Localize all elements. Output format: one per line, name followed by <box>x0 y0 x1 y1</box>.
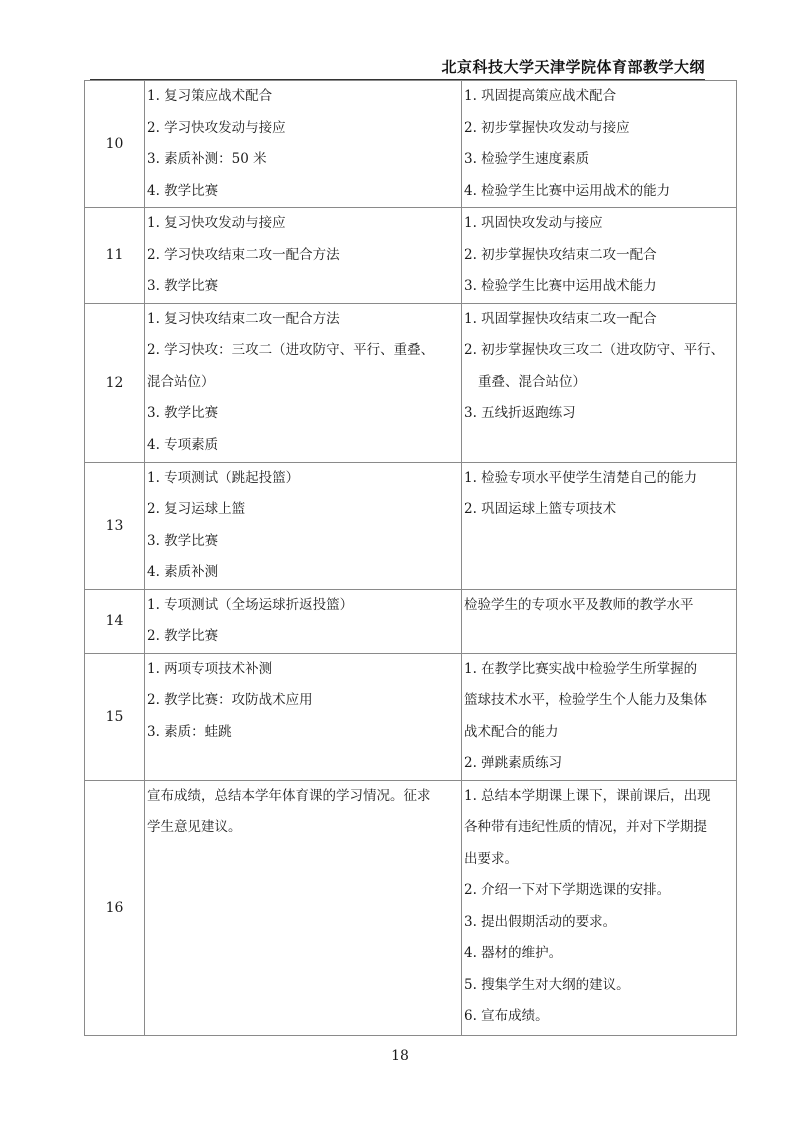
goal-line: 出要求。 <box>464 850 518 867</box>
goal-line: 5. 搜集学生对大纲的建议。 <box>464 976 630 993</box>
goal-line: 各种带有违纪性质的情况，并对下学期提 <box>464 819 707 835</box>
syllabus-table <box>84 80 737 1036</box>
teaching-content-cell <box>145 208 462 304</box>
table-row <box>85 303 737 462</box>
content-line: 3. 教学比赛 <box>147 405 219 421</box>
goal-line: 2. 初步掌握快攻结束二攻一配合 <box>464 246 657 263</box>
week-number: 16 <box>85 780 145 1035</box>
content-line: 宣布成绩，总结本学年体育课的学习情况。征求 <box>147 787 431 804</box>
table-row <box>85 780 737 1035</box>
content-line: 4. 素质补测 <box>147 564 219 580</box>
content-line: 2. 学习快攻：三攻二（进攻防守、平行、重叠、 <box>147 342 435 358</box>
week-number: 14 <box>85 589 145 653</box>
goal-line: 检验学生的专项水平及教师的教学水平 <box>464 596 694 613</box>
content-line: 2. 学习快攻结束二攻一配合方法 <box>147 246 340 263</box>
content-line: 3. 素质补测：50 米 <box>147 151 267 167</box>
week-number: 15 <box>85 653 145 780</box>
teaching-content-cell <box>145 589 462 653</box>
content-line: 学生意见建议。 <box>147 819 242 835</box>
content-line: 1. 复习策应战术配合 <box>147 88 273 104</box>
week-number: 12 <box>85 303 145 462</box>
goal-line: 1. 在教学比赛实战中检验学生所掌握的 <box>464 660 698 677</box>
content-line: 2. 教学比赛 <box>147 628 219 644</box>
teaching-goal-cell <box>462 303 737 462</box>
content-line: 2. 教学比赛：攻防战术应用 <box>147 692 313 708</box>
page-number: 18 <box>391 1048 409 1064</box>
goal-line: 重叠、混合站位） <box>478 373 586 390</box>
content-line: 1. 两项专项技术补测 <box>147 660 273 677</box>
goal-line: 战术配合的能力 <box>464 723 559 740</box>
content-line: 3. 教学比赛 <box>147 278 219 294</box>
goal-line: 3. 检验学生速度素质 <box>464 151 590 167</box>
goal-line: 2. 巩固运球上篮专项技术 <box>464 501 617 517</box>
table-row <box>85 462 737 589</box>
teaching-content-cell <box>145 303 462 462</box>
teaching-content-cell <box>145 462 462 589</box>
content-line: 4. 教学比赛 <box>147 182 219 199</box>
goal-line: 1. 巩固提高策应战术配合 <box>464 88 617 104</box>
week-number: 11 <box>85 208 145 304</box>
table-row <box>85 81 737 208</box>
goal-line: 3. 提出假期活动的要求。 <box>464 913 617 930</box>
content-line: 1. 复习快攻发动与接应 <box>147 215 286 231</box>
content-line: 1. 专项测试（跳起投篮） <box>147 469 300 486</box>
content-line: 2. 学习快攻发动与接应 <box>147 119 286 136</box>
content-line: 4. 专项素质 <box>147 436 219 453</box>
content-line: 2. 复习运球上篮 <box>147 501 246 517</box>
goal-line: 3. 五线折返跑练习 <box>464 405 576 421</box>
table-row <box>85 653 737 780</box>
teaching-goal-cell <box>462 653 737 780</box>
goal-line: 1. 检验专项水平使学生清楚自己的能力 <box>464 469 698 486</box>
goal-line: 6. 宣布成绩。 <box>464 1008 549 1024</box>
goal-line: 2. 初步掌握快攻发动与接应 <box>464 119 630 136</box>
goal-line: 篮球技术水平，检验学生个人能力及集体 <box>464 692 707 708</box>
teaching-goal-cell <box>462 589 737 653</box>
teaching-content-cell <box>145 81 462 208</box>
teaching-goal-cell <box>462 780 737 1035</box>
goal-line: 2. 介绍一下对下学期选课的安排。 <box>464 882 671 898</box>
content-line: 1. 专项测试（全场运球折返投篮） <box>147 596 354 613</box>
teaching-goal-cell <box>462 208 737 304</box>
goal-line: 1. 总结本学期课上课下，课前课后，出现 <box>464 787 711 804</box>
content-line: 3. 素质：蛙跳 <box>147 723 232 740</box>
teaching-goal-cell <box>462 81 737 208</box>
week-number: 10 <box>85 81 145 208</box>
goal-line: 1. 巩固掌握快攻结束二攻一配合 <box>464 310 657 327</box>
teaching-goal-cell <box>462 462 737 589</box>
goal-line: 3. 检验学生比赛中运用战术能力 <box>464 278 657 294</box>
table-row <box>85 208 737 304</box>
goal-line: 4. 检验学生比赛中运用战术的能力 <box>464 182 671 199</box>
table-row <box>85 589 737 653</box>
teaching-content-cell <box>145 780 462 1035</box>
goal-line: 2. 初步掌握快攻三攻二（进攻防守、平行、 <box>464 342 725 358</box>
content-line: 混合站位） <box>147 373 215 390</box>
goal-line: 4. 器材的维护。 <box>464 945 563 961</box>
document-header-title: 北京科技大学天津学院体育部教学大纲 <box>441 58 705 76</box>
week-number: 13 <box>85 462 145 589</box>
goal-line: 1. 巩固快攻发动与接应 <box>464 215 603 231</box>
content-line: 1. 复习快攻结束二攻一配合方法 <box>147 310 340 327</box>
content-line: 3. 教学比赛 <box>147 532 219 549</box>
teaching-content-cell <box>145 653 462 780</box>
goal-line: 2. 弹跳素质练习 <box>464 755 563 771</box>
